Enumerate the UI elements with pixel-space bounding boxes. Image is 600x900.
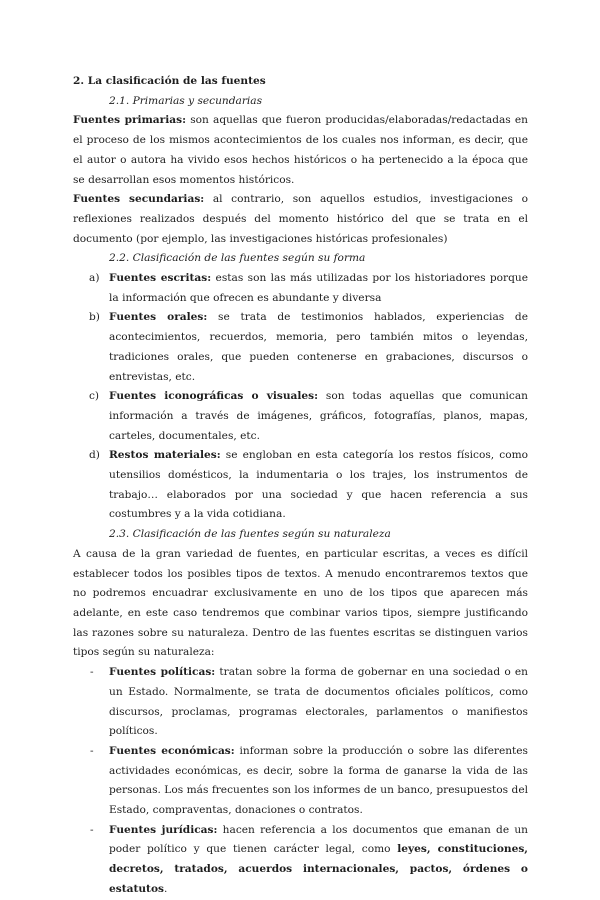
subsection-heading-primarias: 2.1. Primarias y secundarias — [109, 94, 263, 107]
definition-fuentes-primarias: son aquellas que fueron producidas/elaboradas/redactadas en el proceso de los mismos acontecimientos de los cuales nos informan, es decir, que el autor o autora ha vivido esos hechos históricos o ha pertenecido a la época que se desarrollan esos momentos históricos. — [73, 114, 528, 186]
subsection-heading-forma: 2.2. Clasificación de las fuentes según su forma — [109, 252, 366, 265]
list-marker: b) — [89, 311, 100, 324]
definition-fuentes-secundarias: al contrario, son aquellos estudios, investigaciones o reflexiones realizados después del momento histórico del que se trata en el documento (por ejemplo, las investigaciones históricas profesionales) — [73, 193, 528, 245]
list-marker: - — [90, 666, 94, 679]
list-text: son todas aquellas que comunican información a través de imágenes, gráficos, fotografías, planos, mapas, carteles, documentales, etc. — [109, 390, 529, 442]
list-text: hacen referencia a los documentos que emanan de un poder político y que tienen carácter legal, como — [109, 823, 528, 856]
list-text: estas son las más utilizadas por los historiadores porque la información que ofrecen es abundante y diversa — [109, 272, 528, 304]
list-text-end: . — [163, 882, 168, 895]
list-item-fuentes-economicas — [73, 742, 528, 821]
section-heading: 2. La clasificación de las fuentes — [73, 75, 266, 87]
list-marker: a) — [89, 272, 100, 285]
list-item-fuentes-orales — [73, 308, 528, 387]
list-term: Restos materiales: — [109, 449, 221, 462]
list-marker: - — [90, 744, 94, 757]
list-term: Fuentes orales: — [109, 311, 208, 324]
list-text: se trata de testimonios hablados, experiencias de acontecimientos, recuerdos, memoria, pero también mitos o leyendas, tradiciones orales, que pueden contenerse en grabaciones, discursos o entrevistas, etc. — [109, 311, 528, 383]
list-item-fuentes-iconograficas — [73, 387, 528, 446]
list-item-fuentes-juridicas — [73, 821, 528, 900]
term-fuentes-primarias: Fuentes primarias: — [73, 114, 187, 127]
list-item-fuentes-escritas — [73, 269, 528, 308]
list-marker: d) — [89, 449, 100, 462]
subsection-heading-naturaleza: 2.3. Clasificación de las fuentes según su naturaleza — [109, 528, 391, 541]
list-marker: c) — [89, 390, 100, 403]
paragraph-fuentes-primarias — [73, 111, 528, 190]
paragraph-fuentes-secundarias — [73, 190, 528, 249]
list-marker: - — [90, 823, 94, 836]
list-text: informan sobre la producción o sobre las diferentes actividades económicas, es decir, sobre la forma de ganarse la vida de las personas. Los más frecuentes son los informes de un banco, presupuestos del Estado, compraventas, donaciones o contratos. — [109, 744, 528, 817]
list-item-fuentes-politicas — [73, 663, 528, 742]
list-term: Fuentes jurídicas: — [109, 823, 218, 836]
list-text: tratan sobre la forma de gobernar en una sociedad o en un Estado. Normalmente, se trata de documentos oficiales políticos, como discursos, proclamas, programas electorales, parlamentos o manifiestos políticos. — [109, 666, 528, 738]
list-term: Fuentes escritas: — [109, 272, 212, 285]
list-text: se engloban en esta categoría los restos físicos, como utensilios domésticos, la indumentaria o los trajes, los instrumentos de trabajo… elaborados por una sociedad y que hacen referencia a sus costumbres y a la vida cotidiana. — [109, 449, 528, 521]
list-item-restos-materiales — [73, 446, 528, 525]
paragraph-naturaleza-intro: A causa de la gran variedad de fuentes, en particular escritas, a veces es difícil establecer todos los posibles tipos de textos. A menudo encontraremos textos que no podremos encuadrar exclusivamente en uno de los tipos que aparecen más adelante, en este caso tendremos que combinar varios tipos, siempre justificando las razones sobre su naturaleza. Dentro de las fuentes escritas se distinguen varios tipos según su naturaleza: — [73, 547, 528, 659]
list-term: Fuentes iconográficas o visuales: — [109, 390, 319, 403]
list-text-bold-examples: leyes, constituciones, decretos, tratados, acuerdos internacionales, pactos, órdenes o estatutos — [109, 843, 528, 895]
list-term: Fuentes económicas: — [109, 744, 235, 757]
list-term: Fuentes políticas: — [109, 666, 216, 679]
term-fuentes-secundarias: Fuentes secundarias: — [73, 193, 205, 206]
